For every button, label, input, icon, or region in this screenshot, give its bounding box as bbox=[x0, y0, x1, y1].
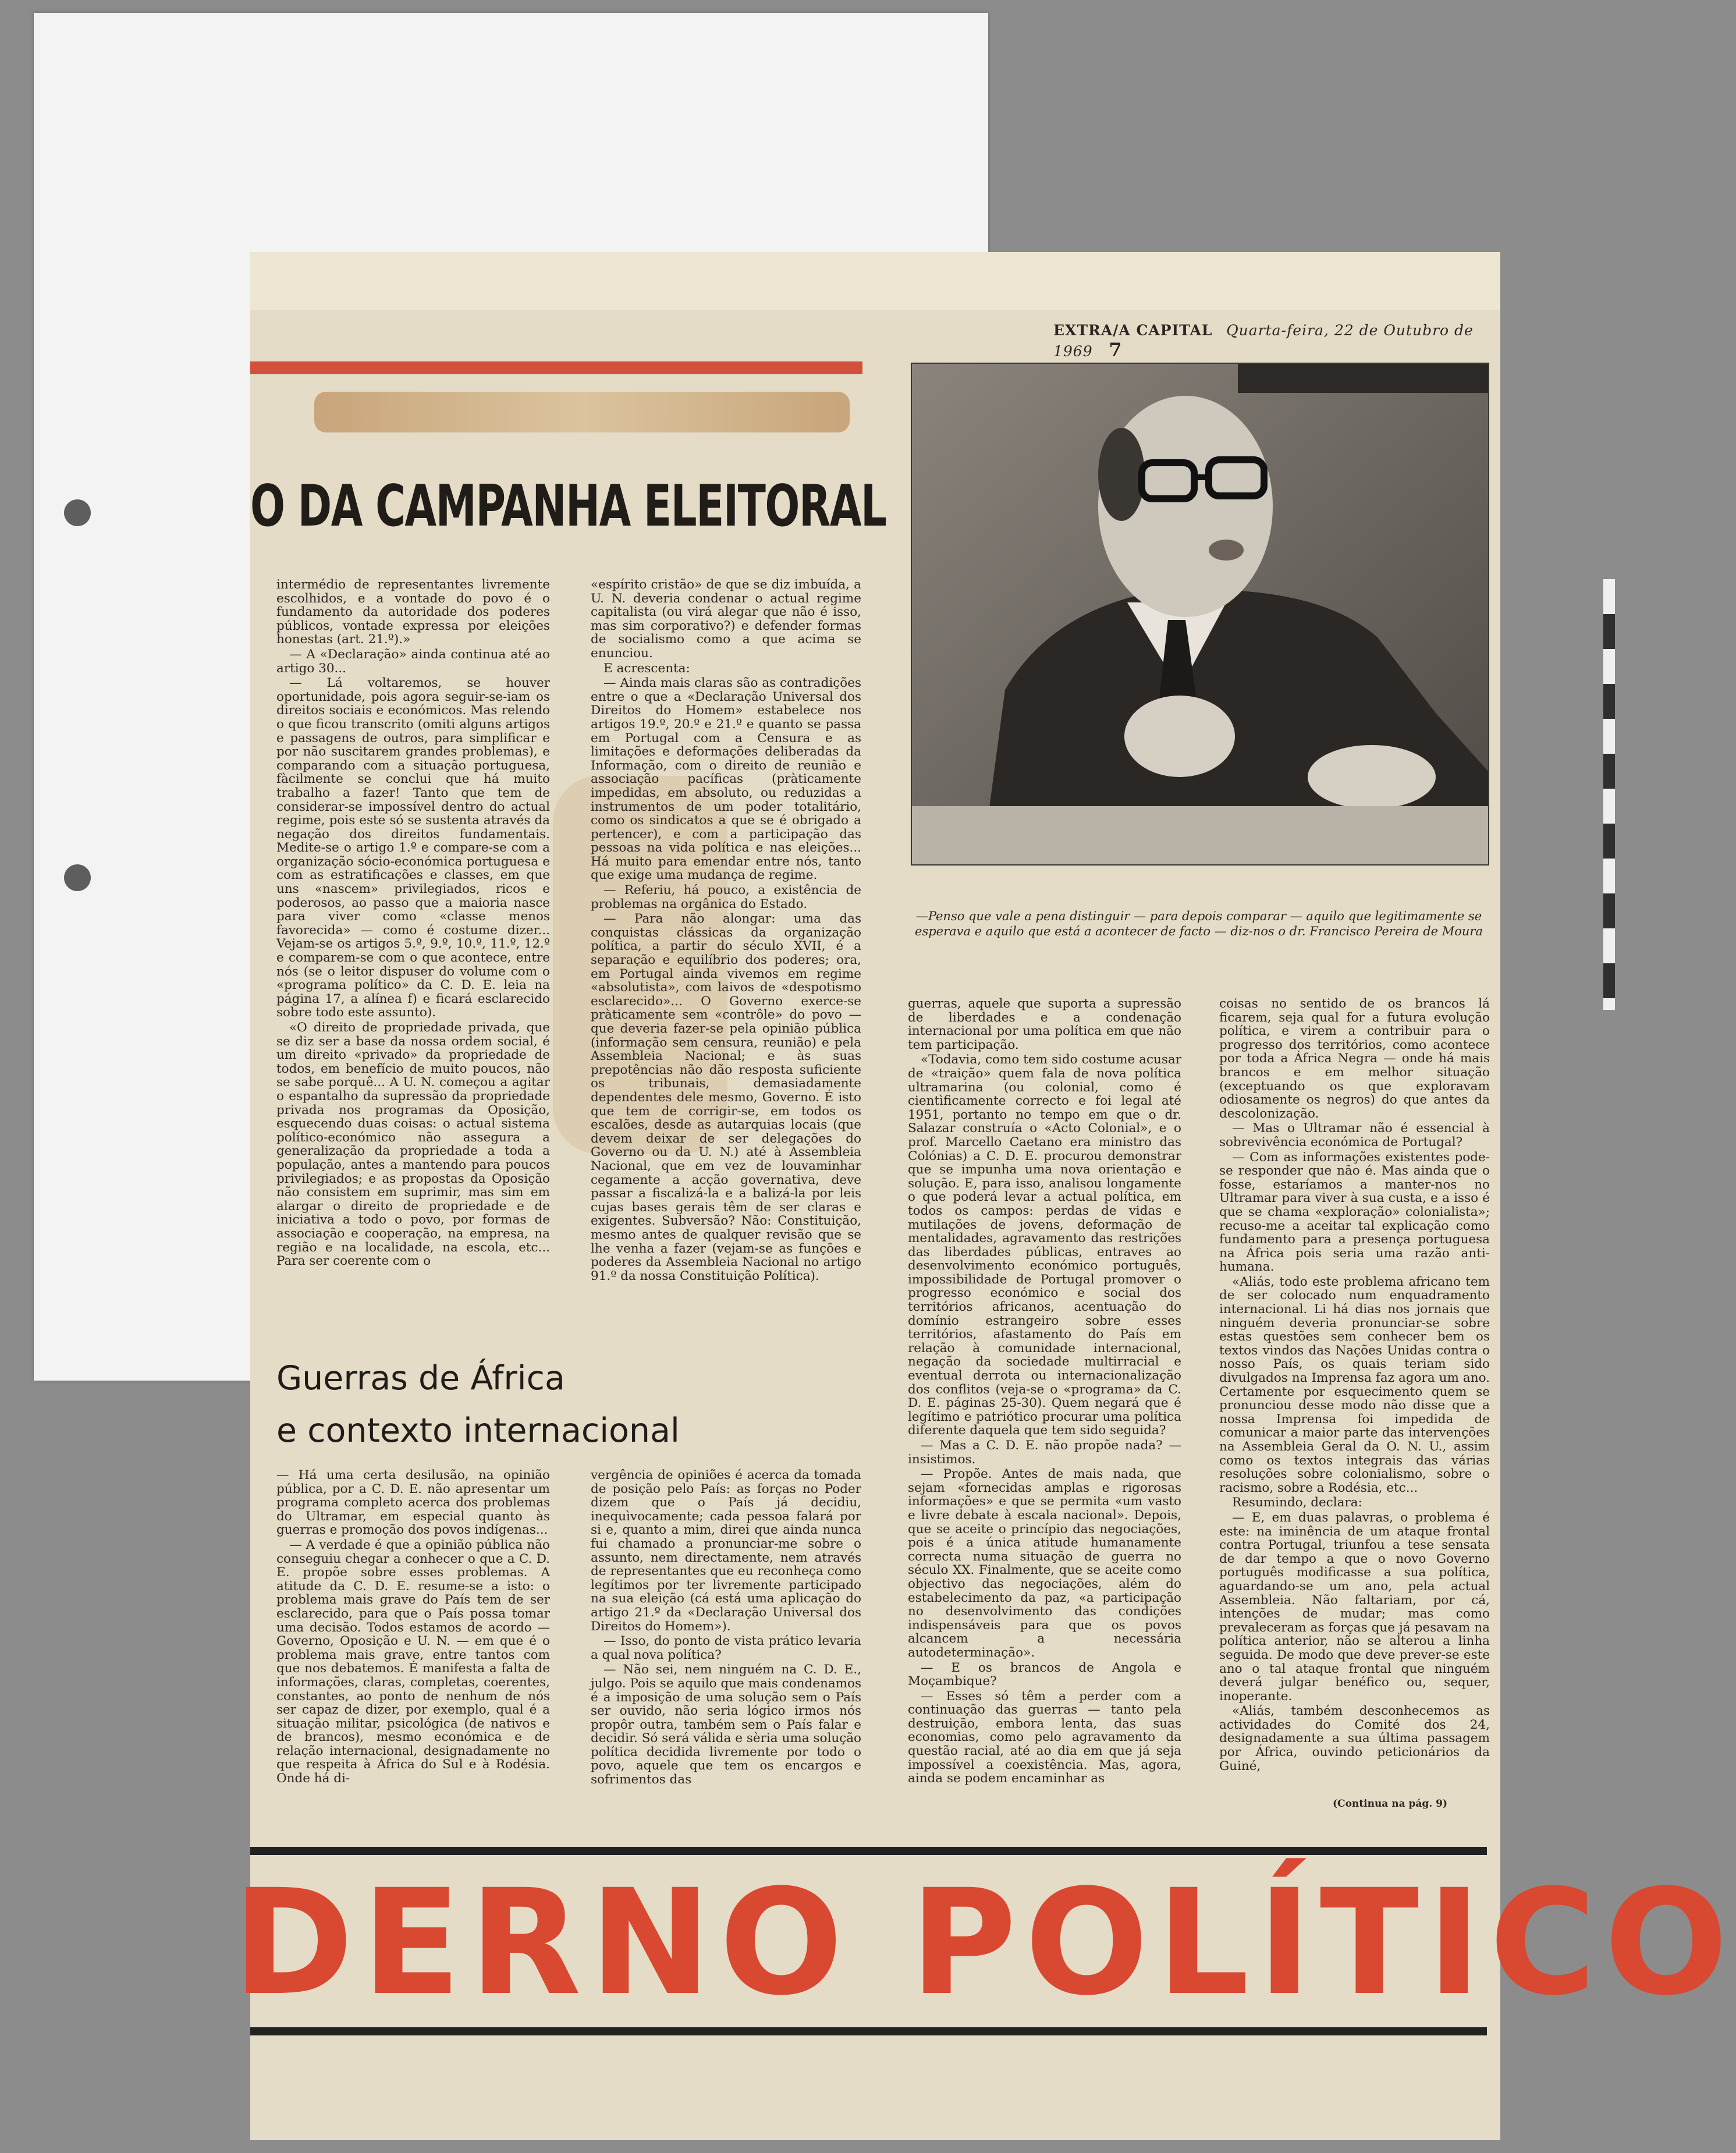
paragraph: — Esses só têm a perder com a continuação das guerras — tanto pela destruição, embora lenta, das suas economias, como pelo agravamento da questão racial, até ao dia em que já seja impossível a coexistência. Mas, agora, ainda se podem encaminhar as bbox=[908, 1689, 1181, 1786]
continuation-note: (Continua na pág. 9) bbox=[1333, 1798, 1448, 1810]
paragraph: guerras, aquele que suporta a supressão de liberdades e a condenação internacional por uma política em que não tem participação. bbox=[908, 996, 1181, 1052]
section-heading-line: Guerras de África bbox=[276, 1359, 565, 1398]
punch-hole bbox=[64, 864, 91, 891]
paragraph: — Isso, do ponto de vista prático levaria a qual nova política? bbox=[591, 1634, 861, 1662]
newspaper-clipping bbox=[233, 252, 1736, 2140]
paragraph: Resumindo, declara: bbox=[1232, 1495, 1362, 1510]
paragraph: vergência de opiniões é acerca da tomada de posição pelo País: as forças no Poder dizem que o País já decidiu, inequìvocamente; cada pessoa falará por si e, quanto a mim, direi que ainda nunca fui chamado a pronunciar-me sobre o assunto, nem directamente, nem através de representantes que eu reconheça como legítimos por ter livremente participado na sua eleição (cá está uma aplicação do artigo 21.º da «Declaração Universal dos Direitos do Homem»). bbox=[591, 1468, 861, 1634]
paragraph: — Para não alongar: uma das conquistas clássicas da organização política, a partir do século XVII, é a separação e equilíbrio dos poderes; ora, em Portugal ainda vivemos em regime «absolutista», com laivos de «despotismo esclarecido»... O Governo exerce-se pràticamente sem «contrôle» do povo — que deveria fazer-se pela opinião pública (informação sem censura, reunião) e pela Assembleia Nacional; e às suas prepotências não dão resposta suficiente os tribunais, demasiadamente dependentes dele mesmo, Governo. É isto que tem de corrigir-se, em todos os escalões, desde as autarquias locais (que devem deixar de ser delegações do Governo ou da U. N.) até à Assembleia Nacional, que em vez de louvaminhar cegamente a acção governativa, deve passar a fiscalizá-la e a balizá-la por leis cujas bases gerais têm de ser claras e exigentes. Subversão? Não: Constituição, mesmo antes de qualquer revisão que se lhe venha a fazer (vejam-se as funções e poderes da Assembleia Nacional no artigo 91.º da nossa Constituição Política). bbox=[591, 911, 861, 1283]
banner-rule bbox=[250, 1847, 1487, 1855]
section-banner: DERNO POLÍTICO bbox=[233, 1858, 1736, 2027]
banner-rule bbox=[250, 2027, 1487, 2035]
paragraph: «Aliás, todo este problema africano tem de ser colocado num enquadramento internacional. Li há dias nos jornais que ninguém deveria pronunciar-se sobre estas questões sem conhecer bem os textos vindos das Nações Unidas contra o nosso País, os quais teriam sido divulgados na Imprensa faz agora um ano. Certamente por esquecimento quem se pronunciou desse modo não disse que a nossa Imprensa foi impedida de comunicar a maior parte das intervenções na Assembleia Geral da O. N. U., assim como os textos integrais das várias resoluções sobre colonialismo, sobre o racismo, sobre a Rodésia, etc... bbox=[1219, 1274, 1490, 1495]
portrait-photo bbox=[911, 363, 1489, 866]
paragraph: — E, em duas palavras, o problema é este: na iminência de um ataque frontal contra Portugal, triunfou a tese sensata de dar tempo a que o novo Governo português modificasse a sua política, aguardando-se um ano, pela actual Assembleia. Não faltariam, por cá, intenções de mudar; mas como prevaleceram as forças que já pesavam na política anterior, não se alterou a linha seguida. De modo que deve prever-se este ano o tal ataque frontal que ninguém deverá julgar benéfico ou, sequer, inoperante. bbox=[1219, 1510, 1490, 1704]
article-column bbox=[591, 1469, 861, 1829]
paragraph: «Aliás, também desconhecemos as actividades do Comité dos 24, designadamente a sua última passagem por África, ouvindo peticionários da Guiné, bbox=[1219, 1704, 1490, 1774]
paragraph: — Mas a C. D. E. não propõe nada? — insistimos. bbox=[908, 1438, 1181, 1467]
paragraph: «espírito cristão» de que se diz imbuída, a U. N. deveria condenar o actual regime capitalista (ou virá alegar que não é isso, mas sim corporativo?) e defender formas de socialismo como a que acima se enunciou. bbox=[591, 577, 861, 661]
section-heading-line: e contexto internacional bbox=[276, 1411, 680, 1450]
paragraph: «O direito de propriedade privada, que se diz ser a base da nossa ordem social, é um direito «privado» da propriedade de todos, em benefício de muito poucos, não se sabe porquê... A U. N. começou a agitar o espantalho da supressão da propriedade privada nos programas da Oposição, esquecendo duas coisas: o actual sistema político-económico não assegura a generalização da propriedade a toda a população, antes a mantendo para poucos privilegiados; e as propostas da Oposição não consistem em suprimir, mas sim em alargar o direito de propriedade e de iniciativa a todo o povo, por formas de associação e cooperação, na empresa, na região e na localidade, na escola, etc... Para ser coerente com o bbox=[276, 1020, 550, 1269]
section-heading bbox=[276, 1352, 800, 1457]
paragraph: — A «Declaração» ainda continua até ao artigo 30... bbox=[276, 647, 550, 676]
paragraph: — Não sei, nem ninguém na C. D. E., julgo. Pois se aquilo que mais condenamos é a imposição de uma solução sem o País ser ouvido, não seria lógico irmos nós propôr outra, também sem o País falar e decidir. Só será válida e sèria uma solução política decidida livremente por todo o povo, aquele que tem os encargos e sofrimentos das bbox=[591, 1662, 861, 1787]
paragraph: — Referiu, há pouco, a existência de problemas na orgânica do Estado. bbox=[591, 883, 861, 911]
article-column bbox=[1219, 997, 1490, 1794]
article-column bbox=[276, 578, 550, 1323]
paragraph: — Ainda mais claras são as contradições entre o que a «Declaração Universal dos Direitos do Homem» estabelece nos artigos 19.º, 20.º e 21.º e quanto se passa em Portugal com a Censura e as limitações e deformações deliberadas da Informação, com o direito de reunião e associação pacíficas (pràticamente impedidas, em absoluto, ou reduzidas a instrumentos de um poder totalitário, como os sindicatos a que se é obrigado a pertencer), e com a participação das pessoas na vida política e nas eleições... Há muito para emendar entre nós, tanto que exige uma mudança de regime. bbox=[591, 676, 861, 883]
color-scale-strip bbox=[1603, 579, 1615, 1010]
paper-top-strip bbox=[250, 252, 1500, 310]
paragraph: — Há uma certa desilusão, na opinião pública, por a C. D. E. não apresentar um programa completo acerca dos problemas do Ultramar, em especial quanto às guerras e promoção dos povos indígenas... bbox=[276, 1468, 550, 1538]
page-header bbox=[1053, 322, 1500, 361]
publication-date: Quarta-feira, 22 de Outubro de 1969 bbox=[1053, 322, 1474, 360]
paragraph: — A verdade é que a opinião pública não conseguiu chegar a conhecer o que a C. D. E. propõe sobre esses problemas. A atitude da C. D. E. resume-se a isto: o problema mais grave do País tem de ser esclarecido, para que o País possa tomar uma decisão. Todos estamos de acordo — Governo, Oposição e U. N. — em que é o problema mais grave, entre tantos com que nos debatemos. É manifesta a falta de informações, claras, completas, coerentes, constantes, ao ponto de nenhum de nós ser capaz de dizer, por exemplo, qual é a situação militar, psicológica (de nativos e de brancos), mesmo económica e de relação internacional, designadamente no que respeita à África do Sul e à Rodésia. Onde há di- bbox=[276, 1537, 550, 1786]
article-column bbox=[591, 578, 861, 1323]
paragraph: — E os brancos de Angola e Moçambique? bbox=[908, 1660, 1181, 1689]
portrait-illustration bbox=[912, 364, 1488, 864]
paragraph: intermédio de representantes livremente escolhidos, e a vontade do povo é o fundamento da autoridade dos poderes públicos, vontade expressa por eleições honestas (art. 21.º).» bbox=[276, 577, 550, 647]
paragraph: — Mas o Ultramar não é essencial à sobrevivência económica de Portugal? bbox=[1219, 1121, 1490, 1150]
article-column bbox=[908, 997, 1181, 1824]
paragraph: «Todavia, como tem sido costume acusar de «traição» quem fala de nova política ultramarina (ou colonial, como é cientìficamente correcto e foi legal até 1951, portanto no tempo em que o dr. Salazar construía o «Acto Colonial», e o prof. Marcello Caetano era ministro das Colónias) a C. D. E. procurou demonstrar que se impunha uma nova orientação e solução. E, para isso, analisou longamente o que poderá levar a actual política, em todos os campos: perdas de vidas e mutilações de jovens, deformação de mentalidades, agravamento das restrições das liberdades públicas, entraves ao desenvolvimento económico português, impossibilidade de Portugal promover o progresso económico e social dos territórios africanos, acentuação do domínio estrangeiro sobre esses territórios, afastamento do País em relação à comunidade internacional, negação da sociedade multirracial e eventual derrota ou internacionalização dos conflitos (veja-se o «programa» da C. D. E. páginas 25-30). Quem negará que é legítimo e patriótico procurar uma política diferente daquela que tem sido seguida? bbox=[908, 1052, 1181, 1438]
red-rule bbox=[250, 361, 862, 374]
paragraph: E acrescenta: bbox=[603, 661, 690, 676]
publication-name: EXTRA/A CAPITAL bbox=[1053, 322, 1213, 339]
punch-hole bbox=[64, 499, 91, 526]
page-number: 7 bbox=[1109, 339, 1123, 361]
paragraph: — Propõe. Antes de mais nada, que sejam «fornecidas amplas e rigorosas informações» e que se permita «um vasto e livre debate à escala nacional». Depois, que se aceite o princípio das negociações, pois é a única atitude humanamente correcta numa situação de guerra no século XX. Finalmente, que se aceite como objectivo das negociações, além do estabelecimento da paz, «a participação no desenvolvimento das condições indispensáveis para que os povos alcancem a necessária autodeterminação». bbox=[908, 1467, 1181, 1660]
photo-caption: —Penso que vale a pena distinguir — para depois comparar — aquilo que legitimamente se esperava e aquilo que está a acontecer de facto — diz-nos o dr. Francisco Pereira de Moura bbox=[915, 909, 1483, 938]
article-column bbox=[276, 1469, 550, 1829]
headline: O DA CAMPANHA ELEITORAL bbox=[250, 473, 886, 540]
paragraph: — Com as informações existentes pode-se responder que não é. Mas ainda que o fosse, estaríamos a manter-nos no Ultramar para viver à sua custa, e a isso é que se chama «exploração» colonialista»; recuso-me a aceitar tal explicação como fundamento para a presença portuguesa na África pois seria uma razão anti-humana. bbox=[1219, 1150, 1490, 1275]
paper-stain bbox=[314, 392, 850, 432]
paragraph: — Lá voltaremos, se houver oportunidade, pois agora seguir-se-iam os direitos sociais e económicos. Mas relendo o que ficou transcrito (omiti alguns artigos e passagens de outros, para simplificar e por não suscitarem grandes problemas), e comparando com a situação portuguesa, fàcilmente se conclui que há muito trabalho a fazer! Tanto que tem de considerar-se impossível dentro do actual regime, pois este só se sustenta através da negação dos direitos fundamentais. Medite-se o artigo 1.º e compare-se com a organização sócio-económica portuguesa e com as estratificações e classes, em que uns «nascem» privilegiados, ricos e poderosos, ao passo que a maioria nasce para viver como «classe menos favorecida» — como é costume dizer... Vejam-se os artigos 5.º, 9.º, 10.º, 11.º, 12.º e comparem-se com o que acontece, entre nós (se o leitor dispuser do volume com o «programa político» da C. D. E. leia na página 17, a alínea f) e ficará esclarecido sobre todo este assunto). bbox=[276, 676, 550, 1020]
paragraph: coisas no sentido de os brancos lá ficarem, seja qual for a futura evolução política, e virem a contribuir para o progresso dos territórios, como acontece por toda a África Negra — onde há mais brancos e em melhor situação (exceptuando os que exploravam odiosamente os negros) do que antes da descolonização. bbox=[1219, 996, 1490, 1121]
